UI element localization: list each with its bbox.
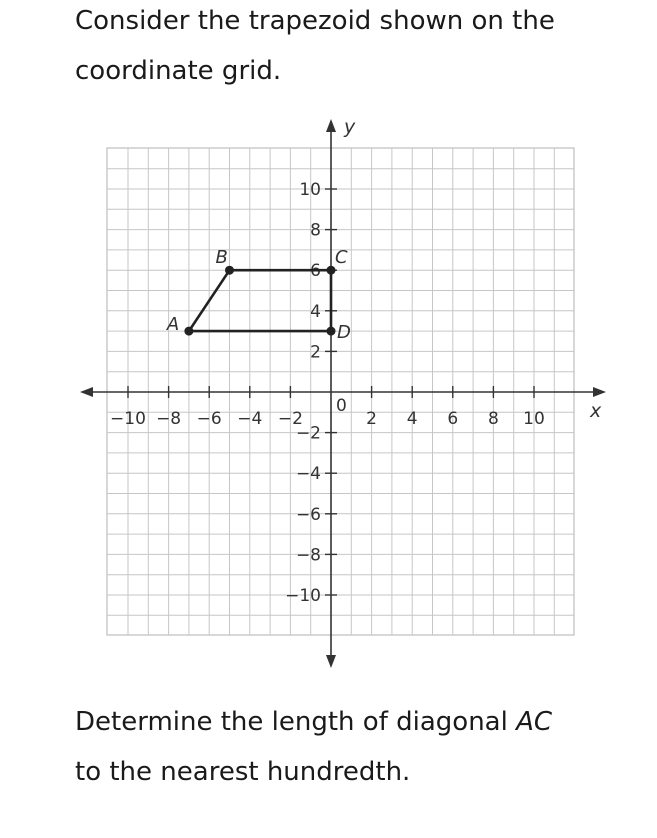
x-axis-arrow-left — [80, 387, 93, 397]
x-tick-label: −8 — [156, 409, 182, 429]
axes — [80, 116, 606, 668]
problem-line-2: coordinate grid. — [75, 56, 282, 86]
y-axis-arrow-up — [326, 119, 336, 132]
y-tick-label: −4 — [295, 464, 321, 485]
vertex-label-d: D — [337, 322, 351, 344]
origin-label: 0 — [336, 396, 347, 416]
y-axis-label: y — [344, 116, 356, 138]
y-tick-label: 4 — [310, 301, 321, 322]
diagonal-name: AC — [516, 707, 553, 737]
x-tick-label: 4 — [406, 409, 418, 429]
question-text — [75, 697, 615, 797]
x-tick-label: −2 — [277, 409, 303, 429]
tick-labels — [110, 180, 545, 606]
y-tick-label: −2 — [295, 423, 321, 444]
x-tick-label: 10 — [523, 409, 545, 429]
vertex-a — [184, 327, 193, 336]
vertex-label-a: A — [166, 314, 180, 336]
y-tick-label: 2 — [310, 342, 321, 363]
x-axis-label: x — [590, 400, 602, 422]
x-tick-label: 2 — [366, 409, 378, 429]
problem-line-1: Consider the trapezoid shown on the — [75, 6, 555, 36]
y-tick-label: 8 — [310, 220, 321, 241]
question-line-2: to the nearest hundredth. — [75, 757, 411, 787]
y-tick-label: −6 — [295, 504, 321, 525]
vertex-label-c: C — [335, 247, 348, 269]
y-axis-arrow-down — [326, 655, 336, 668]
x-tick-label: 8 — [487, 409, 499, 429]
y-tick-label: 6 — [310, 261, 321, 282]
x-axis-arrow-right — [593, 387, 606, 397]
vertex-label-b: B — [215, 247, 228, 269]
trapezoid-vertices — [166, 247, 351, 343]
question-line-1: Determine the length of diagonal — [75, 707, 517, 737]
x-tick-label: −10 — [110, 409, 146, 429]
y-tick-label: −8 — [295, 545, 321, 566]
x-tick-label: 6 — [447, 409, 459, 429]
y-tick-label: −10 — [285, 586, 321, 606]
y-tick-label: 10 — [299, 180, 321, 200]
x-tick-label: −4 — [237, 409, 263, 429]
vertex-d — [327, 327, 336, 336]
x-tick-label: −6 — [196, 409, 222, 429]
